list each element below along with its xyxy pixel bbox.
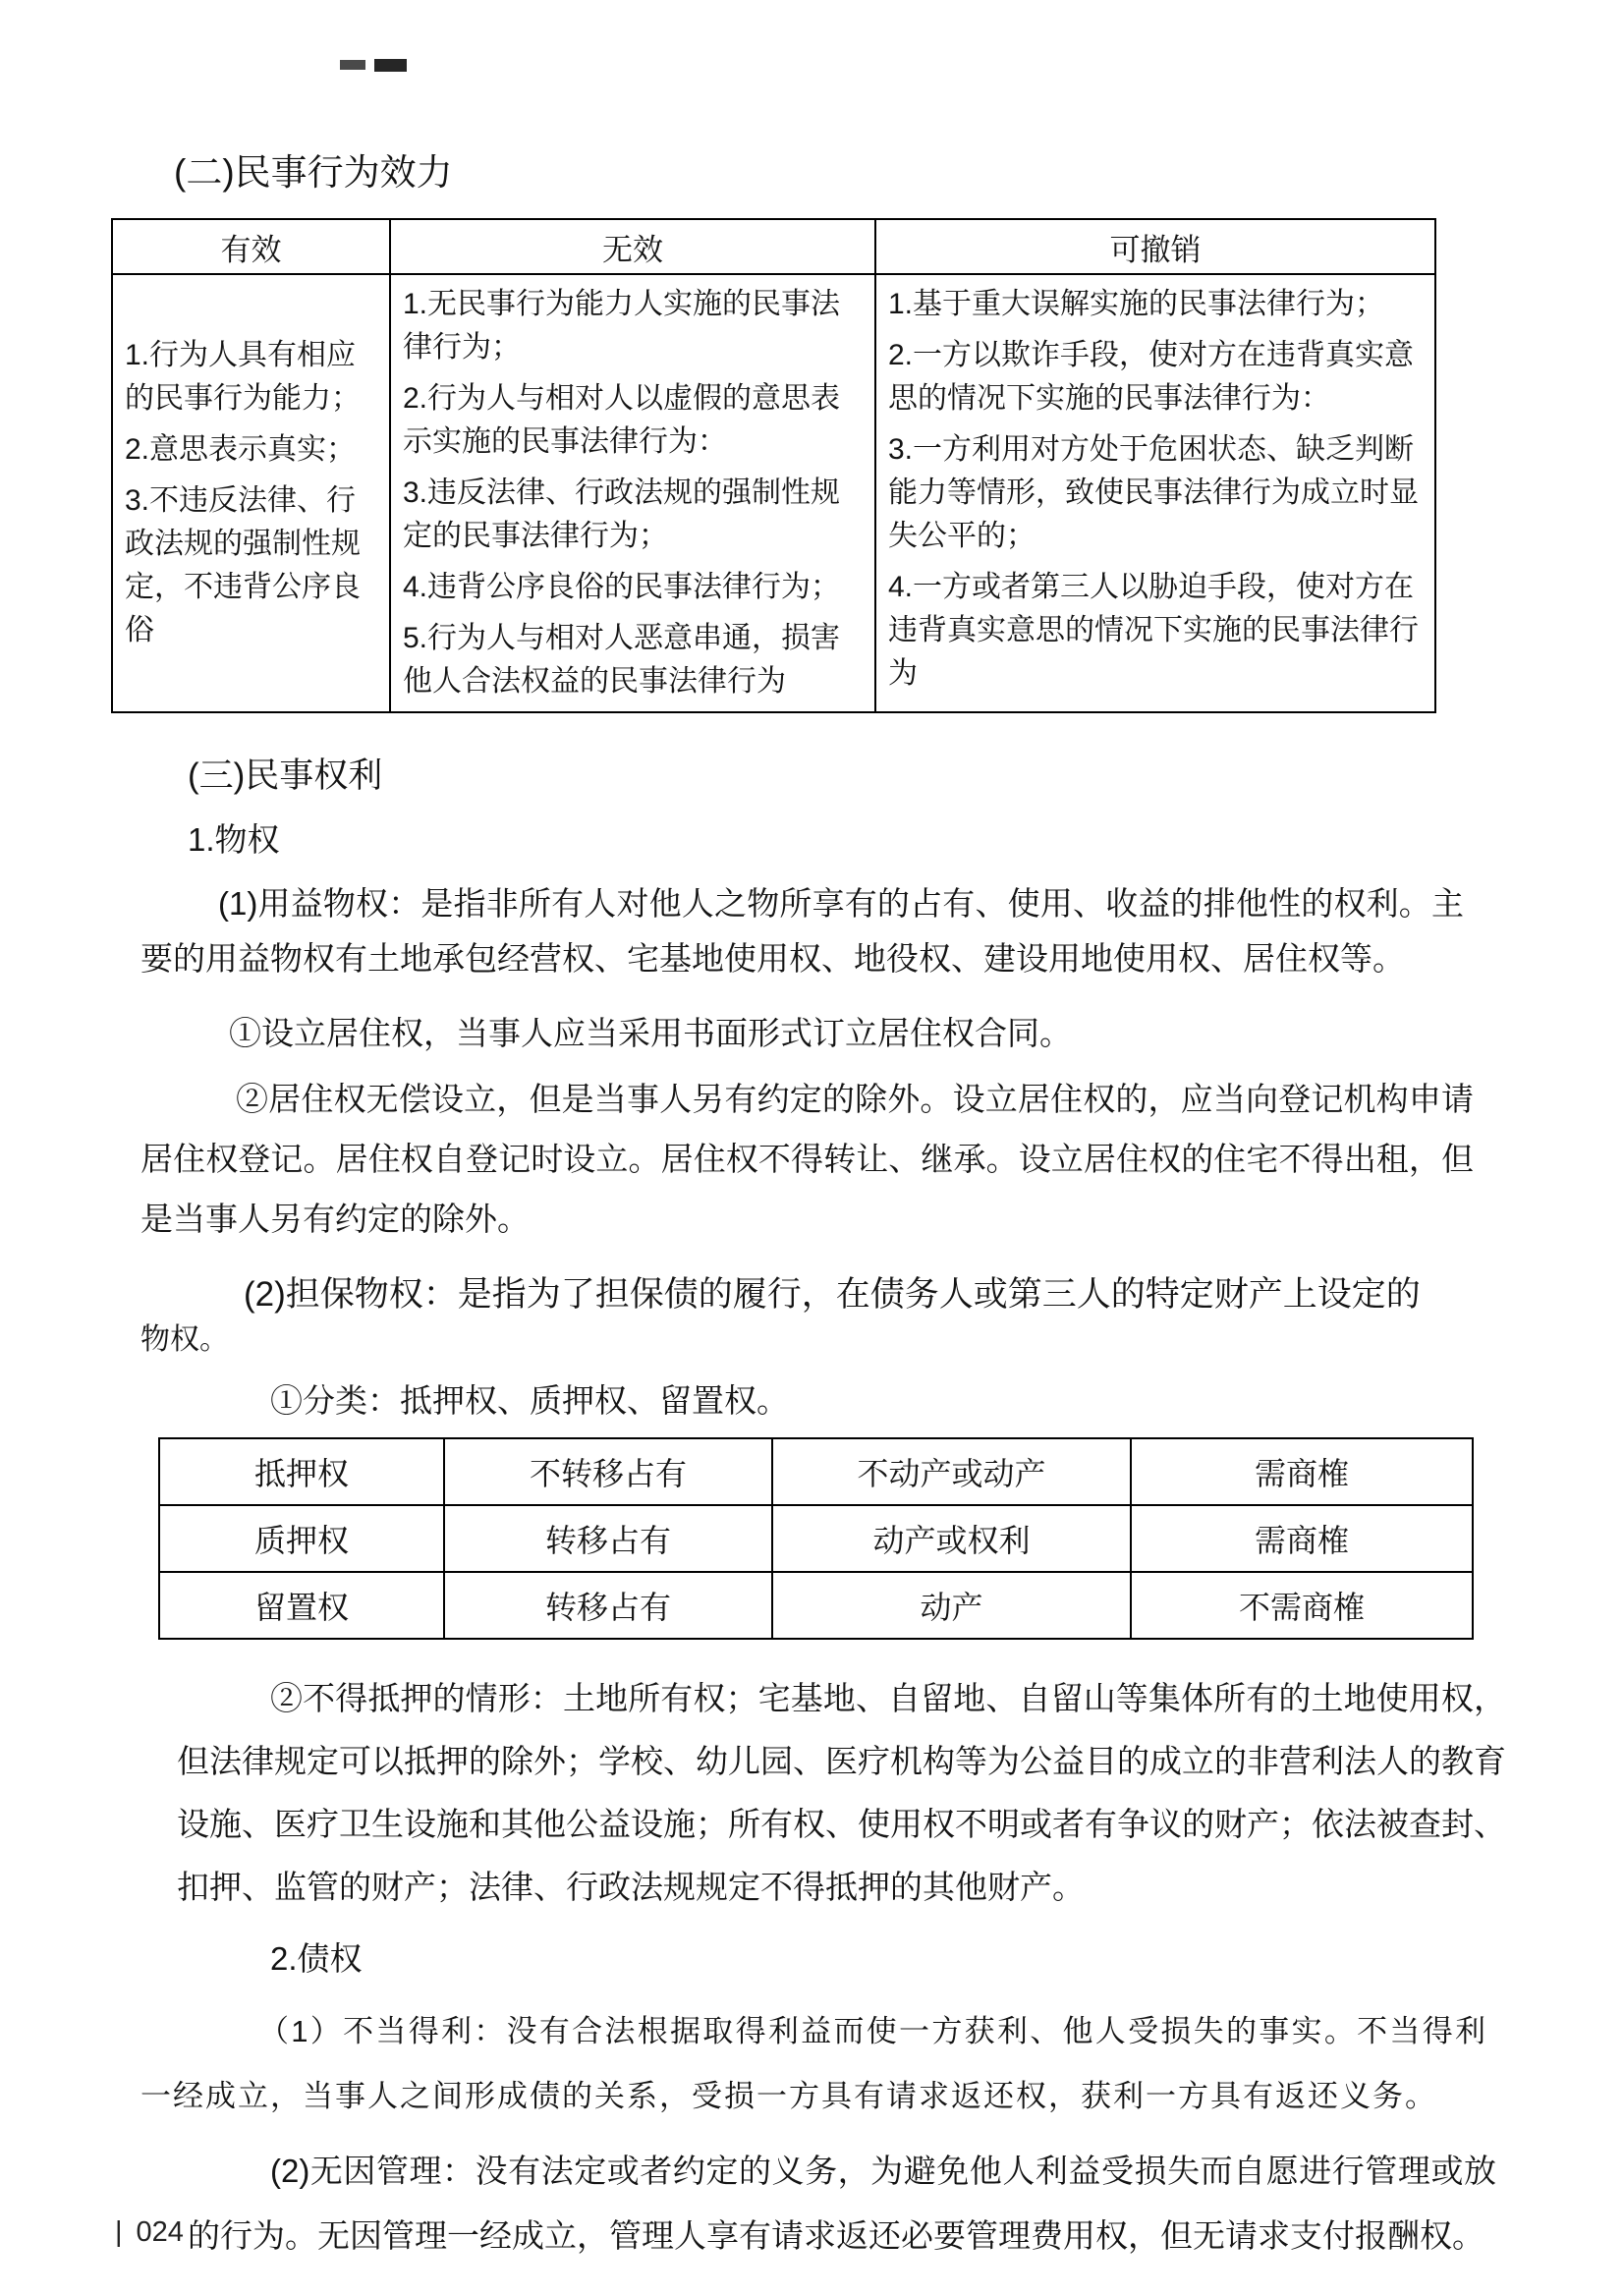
paragraph-security-classification: ①分类：抵押权、质押权、留置权。 [270, 1382, 789, 1419]
footer-divider: | [115, 2216, 123, 2248]
revocable-conditions-cell [875, 274, 1435, 712]
column-header-invalid: 无效 [390, 219, 875, 274]
table-cell: 抵押权 [159, 1438, 444, 1505]
list-item: 2.意思表示真实； [125, 433, 357, 466]
invalid-conditions-cell [390, 274, 875, 712]
table-cell: 不需商榷 [1131, 1572, 1473, 1639]
heading-validity: (二)民事行为效力 [174, 152, 453, 193]
list-item: 3.违反法律、行政法规的强制性规定的民事法律行为； [403, 476, 841, 552]
dash-icon [340, 60, 365, 70]
page-footer [115, 2216, 184, 2249]
table-cell: 质押权 [159, 1505, 444, 1572]
list-item: 2.一方以欺诈手段，使对方在违背真实意思的情况下实施的民事法律行为： [888, 339, 1415, 415]
paragraph-residence-1: ①设立居住权，当事人应当采用书面形式订立居住权合同。 [229, 1015, 1072, 1051]
paragraph-no-mortgage: ②不得抵押的情形：土地所有权；宅基地、自留地、自留山等集体所有的土地使用权，但法律规定可以抵押的除外；学校、幼儿园、医疗机构等为公益目的成立的非营利法人的教育设施、医疗卫生设施和其他公益设施；所有权、使用权不明或者有争议的财产；依法被查封、扣押、监管的财产；法律、行政法规规定不得抵押的其他财产。 [177, 1680, 1506, 1905]
list-item: 2.行为人与相对人以虚假的意思表示实施的民事法律行为： [403, 382, 841, 458]
heading-property-rights: 1.物权 [188, 821, 280, 858]
table-cell: 不动产或动产 [772, 1438, 1131, 1505]
table-cell: 动产或权利 [772, 1505, 1131, 1572]
validity-table-body-row [112, 274, 1435, 712]
column-header-revocable: 可撤销 [875, 219, 1435, 274]
table-cell: 需商榷 [1131, 1505, 1473, 1572]
dash-icon [374, 59, 407, 72]
paragraph-security-tail: 物权。 [140, 1323, 229, 1356]
list-item: 4.违背公序良俗的民事法律行为； [403, 571, 841, 603]
print-marks [340, 59, 407, 72]
paragraph-negotiorum-gestio: (2)无因管理：没有法定或者约定的义务，为避免他人利益受损失而自愿进行管理或放的行为。无因管理一经成立，管理人享有请求返还必要管理费用权，但无请求支付报酬权。 [188, 2153, 1496, 2254]
table-row [159, 1572, 1473, 1639]
security-rights-table [158, 1437, 1474, 1640]
table-cell: 转移占有 [444, 1505, 772, 1572]
list-item: 1.行为人具有相应的民事行为能力； [125, 339, 361, 415]
list-item: 4.一方或者第三人以胁迫手段，使对方在违背真实意思的情况下实施的民事法律行为 [888, 571, 1419, 690]
table-cell: 不转移占有 [444, 1438, 772, 1505]
table-cell: 动产 [772, 1572, 1131, 1639]
validity-table [111, 218, 1436, 713]
valid-conditions-cell [112, 274, 390, 712]
paragraph-security-intro: (2)担保物权：是指为了担保债的履行，在债务人或第三人的特定财产上设定的 [244, 1275, 1421, 1314]
heading-creditor-rights: 2.债权 [270, 1940, 363, 1977]
table-row [159, 1505, 1473, 1572]
list-item: 5.行为人与相对人恶意串通，损害他人合法权益的民事法律行为 [403, 622, 841, 698]
table-cell: 需商榷 [1131, 1438, 1473, 1505]
table-cell: 转移占有 [444, 1572, 772, 1639]
list-item: 3.不违反法律、行政法规的强制性规定，不违背公序良俗 [125, 484, 361, 646]
validity-table-header-row [112, 219, 1435, 274]
paragraph-unjust-enrichment: （1）不当得利：没有合法根据取得利益而使一方获利、他人受损失的事实。不当得利一经成立，当事人之间形成债的关系，受损一方具有请求返还权，获利一方具有返还义务。 [140, 2014, 1487, 2113]
paragraph-usufruct: (1)用益物权：是指非所有人对他人之物所享有的占有、使用、收益的排他性的权利。主要的用益物权有土地承包经营权、宅基地使用权、地役权、建设用地使用权、居住权等。 [140, 885, 1464, 977]
column-header-valid: 有效 [112, 219, 390, 274]
table-cell: 留置权 [159, 1572, 444, 1639]
table-row [159, 1438, 1473, 1505]
paragraph-residence-2: ②居住权无偿设立，但是当事人另有约定的除外。设立居住权的，应当向登记机构申请居住权登记。居住权自登记时设立。居住权不得转让、继承。设立居住权的住宅不得出租，但是当事人另有约定的除外。 [140, 1081, 1474, 1237]
page-number: 024 [136, 2216, 184, 2248]
list-item: 3.一方利用对方处于危困状态、缺乏判断能力等情形，致使民事法律行为成立时显失公平的； [888, 433, 1419, 552]
list-item: 1.无民事行为能力人实施的民事法律行为； [403, 288, 841, 364]
list-item: 1.基于重大误解实施的民事法律行为； [888, 288, 1385, 320]
heading-civil-rights: (三)民事权利 [188, 756, 383, 795]
